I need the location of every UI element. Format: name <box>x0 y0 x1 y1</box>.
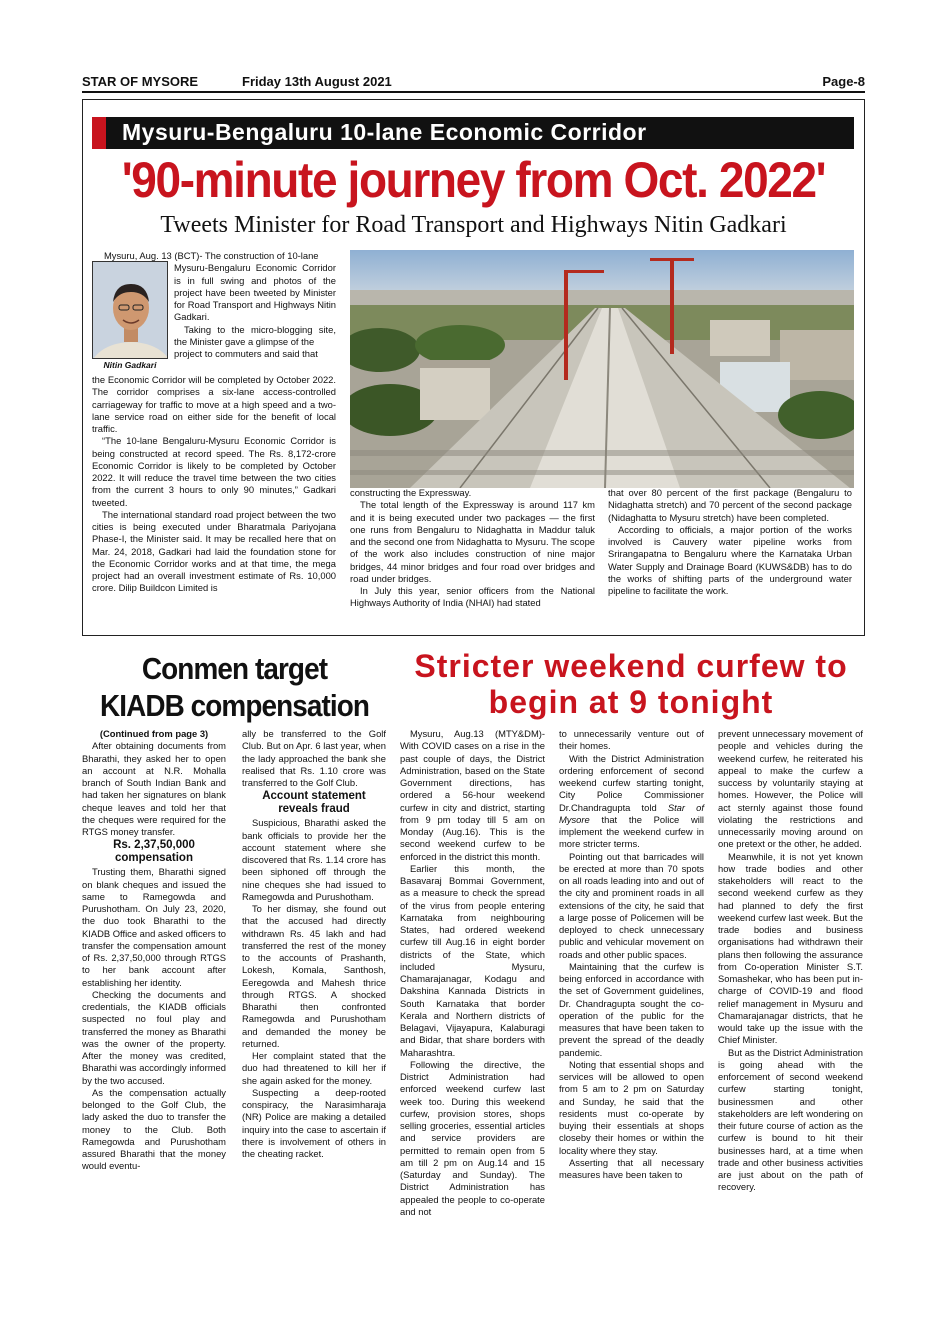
lead-col2-p2: The total length of the Expressway is around 117 km and it is being executed under two packages — the first one runs from Bengaluru to Nidaghatta in Maddur taluk and the second one from Nidaghatta to Mysuru. The scope of the work also includes construction of nine major bridges, 44 minor bridges and four road over bridges and road under bridges. <box>350 499 595 584</box>
conmen-col1-p4: As the compensation actually belonged to the Golf Club, the lady asked the duo to transfer the money to the Club. Both Ramegowda and Purushotham assured Bharathi that the money would eventu- <box>82 1086 226 1172</box>
lead-headline: '90-minute journey from Oct. 2022' <box>121 152 826 208</box>
expressway-illustration <box>350 250 854 488</box>
lead-micro: Taking to the micro-blogging site, the Minister gave a glimpse of the <box>174 323 336 347</box>
curfew-col1 <box>400 728 545 1218</box>
lead-p3: “The 10-lane Bengaluru-Mysuru Economic Corridor is being constructed at record speed. The Rs. 8,172-crore Economic Corridor is likely to be completed by October 2022. It will reduce the travel time between the two cities from the current 3 hours to only 90 minutes,” Gadkari tweeted. <box>92 435 336 508</box>
conmen-col2-p3: To her dismay, she found out that the accused had directly withdrawn Rs. 45 lakh and had transferred the rest of the money to the accounts of Prashanth, Lokesh, Komala, Santhosh, Eeregowda and Mahesh thrice through RTGS. A shocked Bharathi then confronted Ramegowda and Purushotham and demanded the money be returned. <box>242 903 386 1049</box>
continued-note: (Continued from page 3) <box>99 728 209 739</box>
page-header <box>82 74 865 92</box>
star-of-mysore-italic: Star of Mysore <box>559 801 704 825</box>
conmen-col2 <box>242 728 386 1160</box>
lead-subheadline: Tweets Minister for Road Transport and Highways Nitin Gadkari <box>160 212 787 238</box>
curfew-col2-p2-a: With the District Administration ordering enforcement of second weekend curfew starting tonight, City Police Commissioner Dr.Chandragupta told <box>559 752 704 813</box>
curfew-col3-p3: But as the District Administration is going ahead with the enforcement of second weekend curfew starting tonight, businessmen and other stakeholders are left wondering on their future course of action as the curfew is bound to hit their businesses hard, at a time when trade and other business activities are just about on the path of recovery. <box>718 1046 863 1193</box>
curfew-col2-p3: Pointing out that barricades will be erected at more than 70 spots on all roads leading into and out of the city and prominent roads in all extensions of the city, he said that a large posse of Policemen will be deployed to check unnecessary public and vehicular movement on roads and other public spaces. <box>559 850 704 960</box>
lead-col1-top <box>104 250 336 360</box>
lead-intro: Mysuru-Bengaluru Economic Corridor is in full swing and photos of the project have been tweeted by Minister for Road Transport and Highways Nitin Gadkari. <box>174 262 336 323</box>
lead-col3-p2: According to officials, a major portion of the works involved is Cauvery water pipeline works from Srirangapatna to Bengaluru where the Karnataka Urban Water Supply and Drainage Board (KUWS&DB) has to do the works of shifting parts of the underground water pipeline to facilitate the work. <box>608 523 852 596</box>
curfew-col1-p1: Mysuru, Aug.13 (MTY&DM)- With COVID cases on a rise in the past couple of days, the District Administration, based on the State Government directions, has ordered a 56-hour weekend curfew in city and district, starting from 9 pm today till 5 am on Monday (Aug.16). This is the second weekend curfew to be enforced in the district this month. <box>400 728 545 862</box>
header-rule <box>82 91 865 93</box>
conmen-col2-p2: Suspicious, Bharathi asked the bank officials to provide her the account statement where she discovered that Rs. 1.14 crore has been siphoned off through the nine cheques she had issued to Ramegowda and Purushotham. <box>242 817 386 902</box>
curfew-col3 <box>718 728 863 1194</box>
issue-date: Friday 13th August 2021 <box>242 74 392 89</box>
conmen-headline: Conmen target KIADB compensation <box>99 651 370 723</box>
page-number: Page-8 <box>822 74 865 89</box>
curfew-col1-p2: Earlier this month, the Basavaraj Bommai Government, as a measure to check the spread of the virus from people entering Karnataka from neighbouring States, had ordered weekend curfew till Aug.16 in eight border districts of the State, which included Mysuru, Chamarajanagar, Kodagu and Dakshina Kannada Districts in South Karnataka that border Kerala and Northern districts of Belagavi, Vijayapura, Kalaburagi and Bidar, that share borders with Maharashtra. <box>400 862 545 1058</box>
conmen-col1-p2: Trusting them, Bharathi signed on blank cheques and issued the same to Ramegowda and Purushotham. On July 23, 2020, the duo took Bharathi to the KIADB Office and asked officers to transfer the compensation amount of Rs. 2,37,50,000 through RTGS to her bank account after establishing her identity. <box>82 866 226 988</box>
lead-kicker: Mysuru-Bengaluru 10-lane Economic Corridor <box>122 119 647 145</box>
conmen-col2-p4: Her complaint stated that the duo had threatened to kill her if she again asked for the money. <box>242 1050 386 1086</box>
lead-micro-cont: project to commuters and said that <box>174 348 318 359</box>
photo-caption: Nitin Gadkari <box>92 358 168 372</box>
conmen-col1 <box>82 728 226 1173</box>
lead-col1-bottom <box>92 374 336 595</box>
conmen-subhead-1: Rs. 2,37,50,000 compensation <box>113 839 195 865</box>
lead-col2-p1: constructing the Expressway. <box>350 487 472 498</box>
lead-p4: The international standard road project between the two cities is being executed under Bharatmala Pariyojana Phase-I, the Minister said. It may be recalled here that on Mar. 24, 2018, Gadkari had laid the foundation stone for the Economic Corridor works and at that time, the mega project had an overall investment estimate of Rs. 10,000 crore. Dilip Buildcon Limited is <box>92 508 336 594</box>
lead-dateline: Mysuru, Aug. 13 (BCT)- The construction of 10-lane <box>104 250 319 261</box>
publication-name: STAR OF MYSORE <box>82 74 199 89</box>
conmen-col1-p3: Checking the documents and credentials, the KIADB officials suspected no foul play and transferred the money as Bharathi was the owner of the property. After the money was credited, Bharathi was accordingly informed by the two accused. <box>82 988 226 1086</box>
portrait-illustration <box>93 262 168 372</box>
curfew-col2 <box>559 728 704 1181</box>
lead-kicker-bar <box>92 117 854 149</box>
curfew-col2-p5: Noting that essential shops and services will be allowed to open from 5 am to 2 pm on Saturday and Sunday, he said that the residents must co-operate by buying their essentials at shops closeby their homes or within the locality where they stay. <box>559 1058 704 1156</box>
curfew-col2-p4: Maintaining that the curfew is being enforced in accordance with the set of Government guidelines, Dr. Chandragupta sought the co-operation of the public for the measures that have been taken to prevent the spread of the deadly pandemic. <box>559 960 704 1058</box>
conmen-col2-p1: ally be transferred to the Golf Club. But on Apr. 6 last year, when the lady approached the bank she realised that Rs. 1.10 crore was transferred to the Golf Club. <box>242 728 386 788</box>
curfew-col3-p2: Meanwhile, it is not yet known how trade bodies and other stakeholders will react to the second weekend curfew as they had planned to defy the first weekend curfew last week. But the trade bodies and business organisations had withdrawn their plans then following the assurance from Co-operation Minister S.T. Somashekar, who has been put in-charge of COVID-19 and flood relief management in Mysuru and Chamarajanagar districts, that he would take up the issue with the Chief Minister. <box>718 850 863 1046</box>
kicker-red-tab <box>92 117 106 149</box>
nitin-gadkari-photo <box>92 261 168 372</box>
curfew-col1-p3: Following the directive, the District Administration had enforced weekend curfew last week too. During this weekend curfew, provision stores, shops selling groceries, essential articles and service providers are permitted to remain open from 5 am till 2 pm on Aug.14 and 15 (Saturday and Sunday). The District Administration has appealed the people to co-operate and not <box>400 1058 545 1217</box>
curfew-col2-p2-b: that the Police will implement the weekend curfew in more stricter terms. <box>559 813 704 850</box>
expressway-photo <box>350 250 854 488</box>
curfew-col2-p2 <box>559 753 704 851</box>
lead-col2-p3: In July this year, senior officers from the National Highways Authority of India (NHAI) had stated <box>350 585 595 609</box>
curfew-col2-p6: Asserting that all necessary measures have been taken to <box>559 1156 704 1180</box>
lead-col2 <box>350 487 595 610</box>
lead-col3 <box>608 487 852 597</box>
conmen-col1-p1: After obtaining documents from Bharathi, they asked her to open an account at N.R. Mohalla branch of South Indian Bank and had taken her signatures on blank cheque leaves and told her that the cheques were required for the RTGS money transfer. <box>82 740 226 837</box>
lead-col3-p1: that over 80 percent of the first package (Bengaluru to Nidaghatta stretch) and 70 percent of the second package (Nidaghatta to Mysuru stretch) have been completed. <box>608 487 852 523</box>
lead-p2: the Economic Corridor will be completed by October 2022. The corridor comprises a six-lane access-controlled carriageway for traffic to move at a high speed and a two-lane service road on either side for the benefit of local traffic. <box>92 374 336 434</box>
conmen-col2-p5: Suspecting a deep-rooted conspiracy, the Narasimharaja (NR) Police are making a detailed inquiry into the case to ascertain if there is involvement of others in the cheating racket. <box>242 1086 386 1159</box>
curfew-headline: Stricter weekend curfew to begin at 9 tonight <box>414 648 848 720</box>
curfew-col3-p1: prevent unnecessary movement of people and vehicles during the weekend curfew, he reiterated his appeal to make the curfew a success by voluntarily staying at homes. However, the Police will act sternly against those found violating the restrictions and unnecessarily moving around on one pretext or the other, he added. <box>718 728 863 850</box>
conmen-subhead-2: Account statement reveals fraud <box>262 790 366 816</box>
curfew-col2-p1: to unnecessarily venture out of their homes. <box>559 728 704 752</box>
